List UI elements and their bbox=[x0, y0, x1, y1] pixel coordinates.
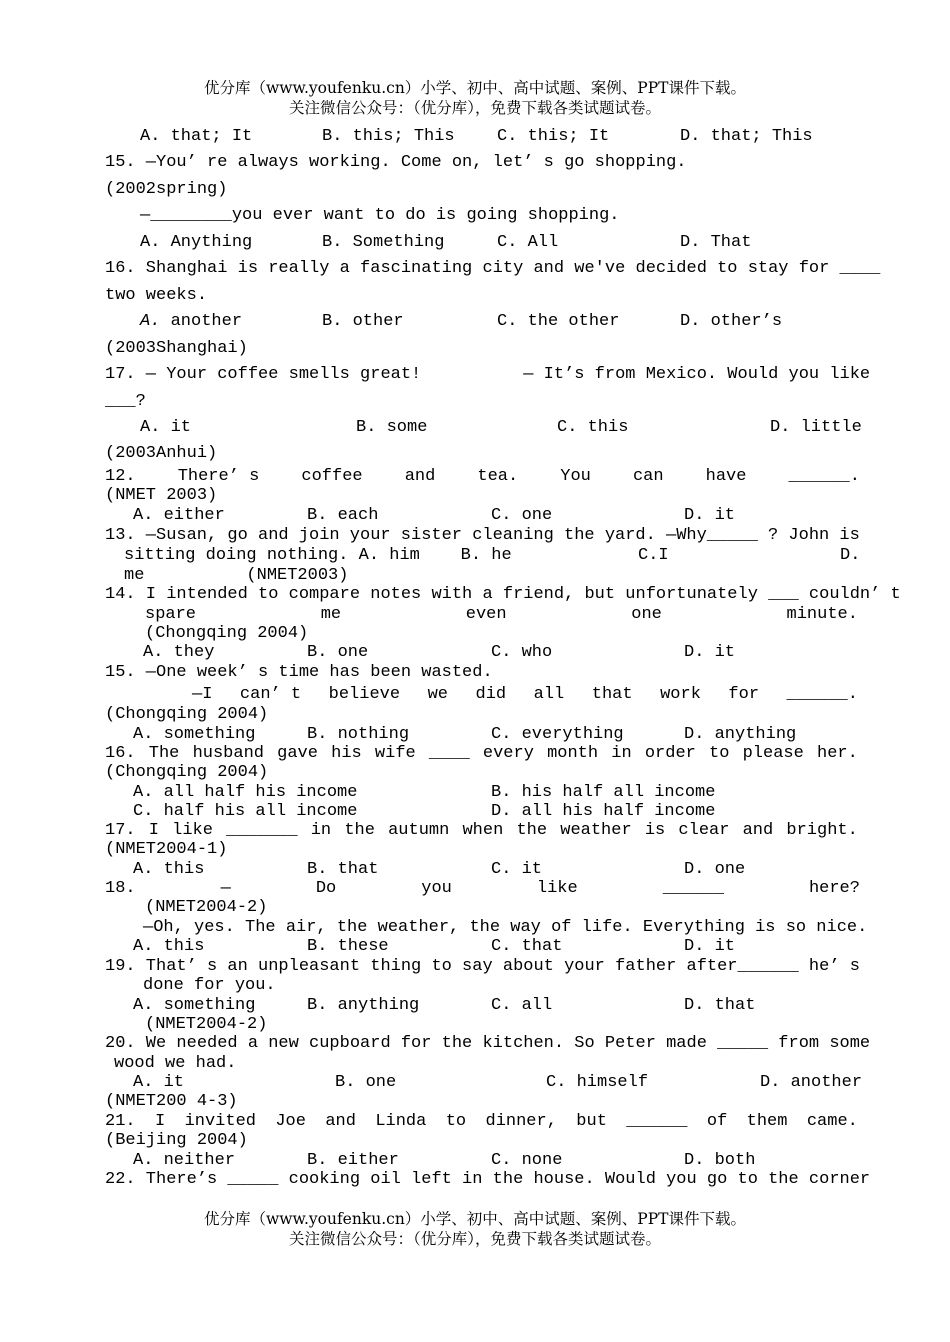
option-d: D. both bbox=[684, 1151, 756, 1170]
option-b: B. this; This bbox=[322, 127, 455, 146]
question-15a-line-1: 15. —You’ re always working. Come on, let’ s go shopping. bbox=[105, 153, 687, 172]
question-17b-line-1: 17. I like _______ in the autumn when the weather is clear and bright. bbox=[105, 821, 858, 840]
question-16a-line-2: two weeks. bbox=[105, 286, 208, 305]
option-b: B. anything bbox=[307, 996, 420, 1015]
option-d: D. it bbox=[684, 937, 736, 956]
question-16a-source: (2003Shanghai) bbox=[105, 339, 248, 358]
question-14b-line-1: 14. I intended to compare notes with a friend, but unfortunately ___ couldn’ t bbox=[105, 585, 901, 604]
question-20-line-2: wood we had. bbox=[114, 1054, 237, 1073]
option-a: A. all half his income bbox=[133, 783, 358, 802]
question-21-line-1: 21. I invited Joe and Linda to dinner, but ______ of them came. bbox=[105, 1112, 858, 1131]
option-d: D. that bbox=[684, 996, 756, 1015]
question-17a-line-1: 17. — Your coffee smells great! — It’s from Mexico. Would you like bbox=[105, 365, 871, 384]
page-header-line-2: 关注微信公众号：（优分库），免费下载各类试题试卷。 bbox=[288, 99, 661, 117]
option-d: D. all his half income bbox=[491, 802, 716, 821]
option-d: D. that; This bbox=[680, 127, 813, 146]
question-18-line-2: —Oh, yes. The air, the weather, the way of life. Everything is so nice. bbox=[143, 918, 868, 937]
option-a: A. something bbox=[133, 996, 256, 1015]
option-d: D. it bbox=[684, 643, 736, 662]
question-16b-line-1: 16. The husband gave his wife ____ every month in order to please her. bbox=[105, 744, 858, 763]
option-c: C. All bbox=[497, 233, 559, 252]
option-b: B. either bbox=[307, 1151, 399, 1170]
option-d: D. it bbox=[684, 506, 736, 525]
option-b: B. each bbox=[307, 506, 379, 525]
question-14b-source: (Chongqing 2004) bbox=[145, 624, 309, 643]
question-19-source: (NMET2004-2) bbox=[145, 1015, 268, 1034]
option-d: D. other’s bbox=[680, 312, 783, 331]
question-15b-line-1: 15. —One week’ s time has been wasted. bbox=[105, 663, 493, 682]
option-c: C. this; It bbox=[497, 127, 610, 146]
question-17a-line-2: ___? bbox=[105, 392, 146, 411]
option-c: C. all bbox=[491, 996, 553, 1015]
option-c: C. one bbox=[491, 506, 553, 525]
option-b: B. that bbox=[307, 860, 379, 879]
question-19-line-2: done for you. bbox=[143, 976, 276, 995]
option-c: C. this bbox=[557, 418, 629, 437]
option-c: C. that bbox=[491, 937, 563, 956]
option-c: C. none bbox=[491, 1151, 563, 1170]
option-a-text: another bbox=[160, 312, 243, 331]
question-13-option-c: C.I bbox=[638, 546, 669, 565]
option-c: C. half his all income bbox=[133, 802, 358, 821]
option-b: B. nothing bbox=[307, 725, 410, 744]
question-15b-source: (Chongqing 2004) bbox=[105, 705, 269, 724]
question-13-line-2a: sitting doing nothing. A. him B. he bbox=[124, 546, 512, 565]
option-a: A. this bbox=[133, 860, 205, 879]
question-15b-line-2: —I can’ t believe we did all that work for ______. bbox=[192, 685, 858, 704]
option-c: C. the other bbox=[497, 312, 620, 331]
question-18-line-1: 18. — Do you like ______ here? bbox=[105, 879, 860, 898]
question-18-source: (NMET2004-2) bbox=[145, 898, 268, 917]
question-21-source: (Beijing 2004) bbox=[105, 1131, 248, 1150]
question-16a-line-1: 16. Shanghai is really a fascinating city and we've decided to stay for ____ bbox=[105, 259, 881, 278]
question-13-line-3: me (NMET2003) bbox=[124, 566, 349, 585]
page-header-line-1: 优分库（www.youfenku.cn）小学、初中、高中试题、案例、PPT课件下载。 bbox=[203, 79, 747, 97]
question-17b-source: (NMET2004-1) bbox=[105, 840, 228, 859]
option-b: B. Something bbox=[322, 233, 445, 252]
option-d: D. little bbox=[770, 418, 862, 437]
option-a: A. Anything bbox=[140, 233, 253, 252]
page-footer-line-1: 优分库（www.youfenku.cn）小学、初中、高中试题、案例、PPT课件下载。 bbox=[203, 1210, 747, 1228]
option-c: C. who bbox=[491, 643, 553, 662]
option-b: B. his half all income bbox=[491, 783, 716, 802]
page-footer-line-2: 关注微信公众号：（优分库），免费下载各类试题试卷。 bbox=[288, 1230, 661, 1248]
option-a: A. that; It bbox=[140, 127, 253, 146]
option-b: B. one bbox=[307, 643, 369, 662]
option-b: B. these bbox=[307, 937, 389, 956]
option-a bbox=[140, 312, 242, 332]
option-d: D. one bbox=[684, 860, 746, 879]
option-a: A. it bbox=[140, 418, 192, 437]
question-15a-source: (2002spring) bbox=[105, 180, 228, 199]
option-a: A. something bbox=[133, 725, 256, 744]
option-a: A. they bbox=[143, 643, 215, 662]
option-a: A. neither bbox=[133, 1151, 236, 1170]
option-d: D. anything bbox=[684, 725, 797, 744]
question-17a-source: (2003Anhui) bbox=[105, 444, 218, 463]
option-a: A. this bbox=[133, 937, 205, 956]
question-20-source: (NMET200 4-3) bbox=[105, 1092, 238, 1111]
question-22-line-1: 22. There’s _____ cooking oil left in the house. Would you go to the corner bbox=[105, 1170, 871, 1189]
option-a: A. it bbox=[133, 1073, 185, 1092]
option-c: C. it bbox=[491, 860, 543, 879]
option-a: A. either bbox=[133, 506, 225, 525]
question-19-line-1: 19. That’ s an unpleasant thing to say about your father after______ he’ s bbox=[105, 957, 860, 976]
question-15a-line-2: —________you ever want to do is going shopping. bbox=[140, 206, 620, 225]
question-12-line-1: 12. There’ s coffee and tea. You can have ______. bbox=[105, 467, 860, 486]
option-c: C. everything bbox=[491, 725, 624, 744]
question-13-option-d-label: D. bbox=[840, 546, 861, 565]
option-b: B. other bbox=[322, 312, 404, 331]
option-c: C. himself bbox=[546, 1073, 649, 1092]
option-b: B. one bbox=[335, 1073, 397, 1092]
question-13-line-1: 13. —Susan, go and join your sister cleaning the yard. —Why_____ ? John is bbox=[105, 526, 860, 545]
option-d: D. another bbox=[760, 1073, 863, 1092]
question-12-source: (NMET 2003) bbox=[105, 486, 218, 505]
question-16b-source: (Chongqing 2004) bbox=[105, 763, 269, 782]
question-14b-line-2: spare me even one minute. bbox=[145, 605, 858, 624]
option-d: D. That bbox=[680, 233, 752, 252]
option-a-letter: A. bbox=[140, 312, 161, 331]
option-b: B. some bbox=[356, 418, 428, 437]
question-20-line-1: 20. We needed a new cupboard for the kitchen. So Peter made _____ from some bbox=[105, 1034, 871, 1053]
